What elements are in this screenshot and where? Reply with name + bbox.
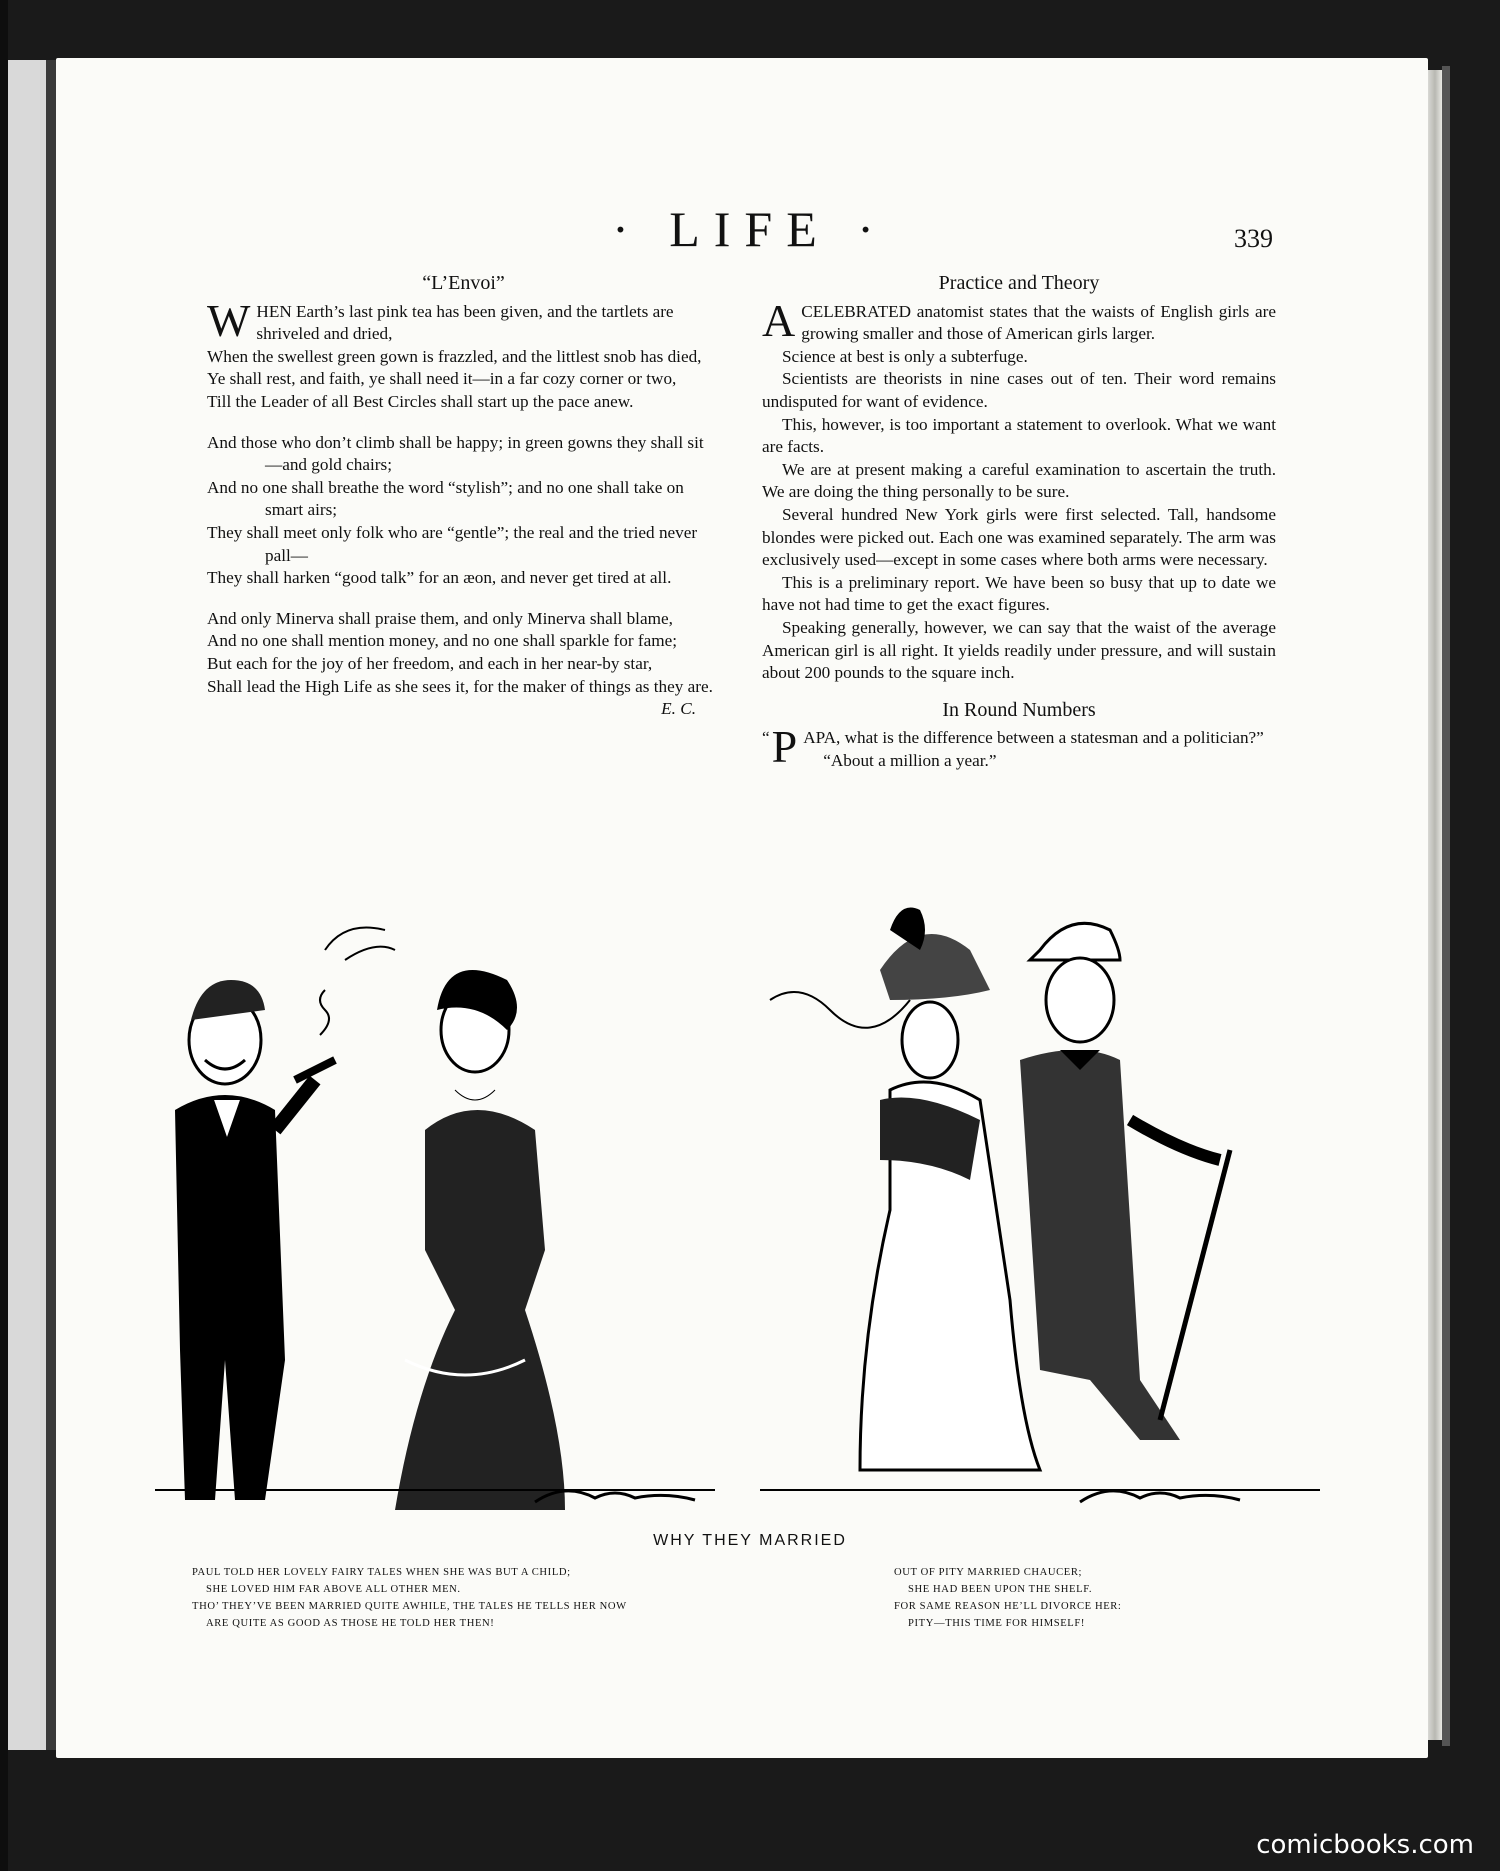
article-paragraph: Speaking generally, however, we can say that the waist of the average American girl is all right. It yields readily under pressure, and will sustain about 200 pounds to the square inch.	[762, 617, 1276, 683]
poem-line: But each for the joy of her freedom, and each in her near-by star,	[207, 653, 653, 673]
page-stack-edge	[1428, 70, 1442, 1740]
poem-signature-row	[207, 698, 720, 721]
joke-question-text: APA, what is the difference between a statesman and a politician?”	[803, 728, 1264, 748]
poem-column	[207, 272, 720, 721]
drop-cap: W	[207, 294, 251, 346]
poem-stanza	[207, 432, 720, 590]
watermark-logo: comicbooks.com	[1256, 1830, 1474, 1860]
verse-line: THO’ THEY’VE BEEN MARRIED QUITE AWHILE, THE TALES HE TELLS HER NOW	[192, 1601, 627, 1612]
joke-answer: “About a million a year.”	[823, 750, 997, 770]
poem-line: When the swellest green gown is frazzled, and the littlest snob has died,	[207, 346, 702, 366]
verse-line: FOR SAME REASON HE’LL DIVORCE HER:	[894, 1601, 1122, 1612]
verse-line: PAUL TOLD HER LOVELY FAIRY TALES WHEN SHE WAS BUT A CHILD;	[192, 1567, 571, 1578]
page-gutter	[46, 60, 56, 1750]
woman-figure	[395, 970, 565, 1510]
verse-line: SHE LOVED HIM FAR ABOVE ALL OTHER MEN.	[206, 1584, 461, 1595]
articles-column	[762, 272, 1276, 772]
verse-line: OUT OF PITY MARRIED CHAUCER;	[894, 1567, 1083, 1578]
poem-signature: E. C.	[661, 699, 696, 719]
article-paragraph: Scientists are theorists in nine cases out of ten. Their word remains undisputed for want of evidence.	[762, 369, 1276, 411]
scan-border-left	[0, 0, 8, 1871]
verse-line: ARE QUITE AS GOOD AS THOSE HE TOLD HER THEN!	[206, 1618, 495, 1629]
verse-line: SHE HAD BEEN UPON THE SHELF.	[908, 1584, 1093, 1595]
drop-cap: P	[771, 721, 798, 773]
poem-stanza	[207, 294, 720, 414]
verse-right	[894, 1564, 1234, 1632]
poem-line: Ye shall rest, and faith, ye shall need it—in a far cozy corner or two,	[207, 369, 677, 389]
poem-line: And no one shall breathe the word “stylish”; and no one shall take on smart airs;	[207, 477, 684, 520]
page-number: 339	[1234, 224, 1273, 253]
poem-line: They shall harken “good talk” for an æon, and never get tired at all.	[207, 568, 672, 588]
smoke-swirl	[325, 928, 395, 961]
verse-left	[192, 1564, 752, 1632]
article-lead-text: CELEBRATED anatomist states that the waists of English girls are growing smaller and those of American girls larger.	[801, 301, 1276, 344]
poem-line: And only Minerva shall praise them, and only Minerva shall blame,	[207, 608, 673, 628]
poem-line: Shall lead the High Life as she sees it, for the maker of things as they are.	[207, 676, 713, 696]
joke-open-quote: “	[762, 728, 770, 748]
illustration-left-couple	[155, 890, 715, 1510]
drop-cap: A	[762, 294, 796, 346]
article-title-in-round-numbers: In Round Numbers	[942, 698, 1096, 721]
poem-line: They shall meet only folk who are “gentle”; the real and the tried never pall—	[207, 522, 698, 565]
article-paragraph: Science at best is only a subterfuge.	[782, 346, 1028, 366]
masthead: · LIFE ·	[612, 201, 888, 257]
hat-ribbon	[770, 992, 910, 1028]
article-paragraph: We are at present making a careful examination to ascertain the truth. We are doing the thing personally to be sure.	[762, 459, 1276, 502]
man-figure	[175, 980, 335, 1500]
poem-title: “L’Envoi”	[422, 272, 505, 294]
poem-line: Till the Leader of all Best Circles shall start up the pace anew.	[207, 391, 634, 411]
old-woman-figure	[860, 908, 1040, 1471]
poem-stanza	[207, 608, 720, 698]
article-paragraph: Several hundred New York girls were first selected. Tall, handsome blondes were picked out. Each one was examined separately. The arm was exclusively used—except in some cases where both arms were necessary.	[762, 504, 1276, 570]
poem-body	[207, 294, 720, 699]
illustration-right-couple	[760, 890, 1320, 1510]
verse-line: PITY—THIS TIME FOR HIMSELF!	[908, 1618, 1085, 1629]
article-title-practice-and-theory: Practice and Theory	[938, 272, 1100, 294]
poem-line: And those who don’t climb shall be happy; in green gowns they shall sit—and gold chairs;	[207, 432, 704, 475]
illustration-caption: WHY THEY MARRIED	[653, 1532, 847, 1549]
old-man-figure	[1020, 923, 1230, 1440]
poem-line	[207, 294, 720, 346]
article-body	[762, 346, 1276, 685]
walking-cane	[1160, 1150, 1230, 1420]
article-paragraph: This, however, is too important a statement to overlook. What we want are facts.	[762, 414, 1276, 457]
poem-line: And no one shall mention money, and no one shall sparkle for fame;	[207, 631, 677, 651]
artist-signature-graphic	[1080, 1491, 1240, 1502]
page-stack-shadow	[1442, 66, 1450, 1746]
poem-line-text: HEN Earth’s last pink tea has been given, and the tartlets are shriveled and dried,	[256, 301, 674, 344]
article-lead-paragraph	[762, 294, 1276, 346]
article-paragraph: This is a preliminary report. We have been so busy that up to date we have not had time to get the exact figures.	[762, 572, 1276, 615]
